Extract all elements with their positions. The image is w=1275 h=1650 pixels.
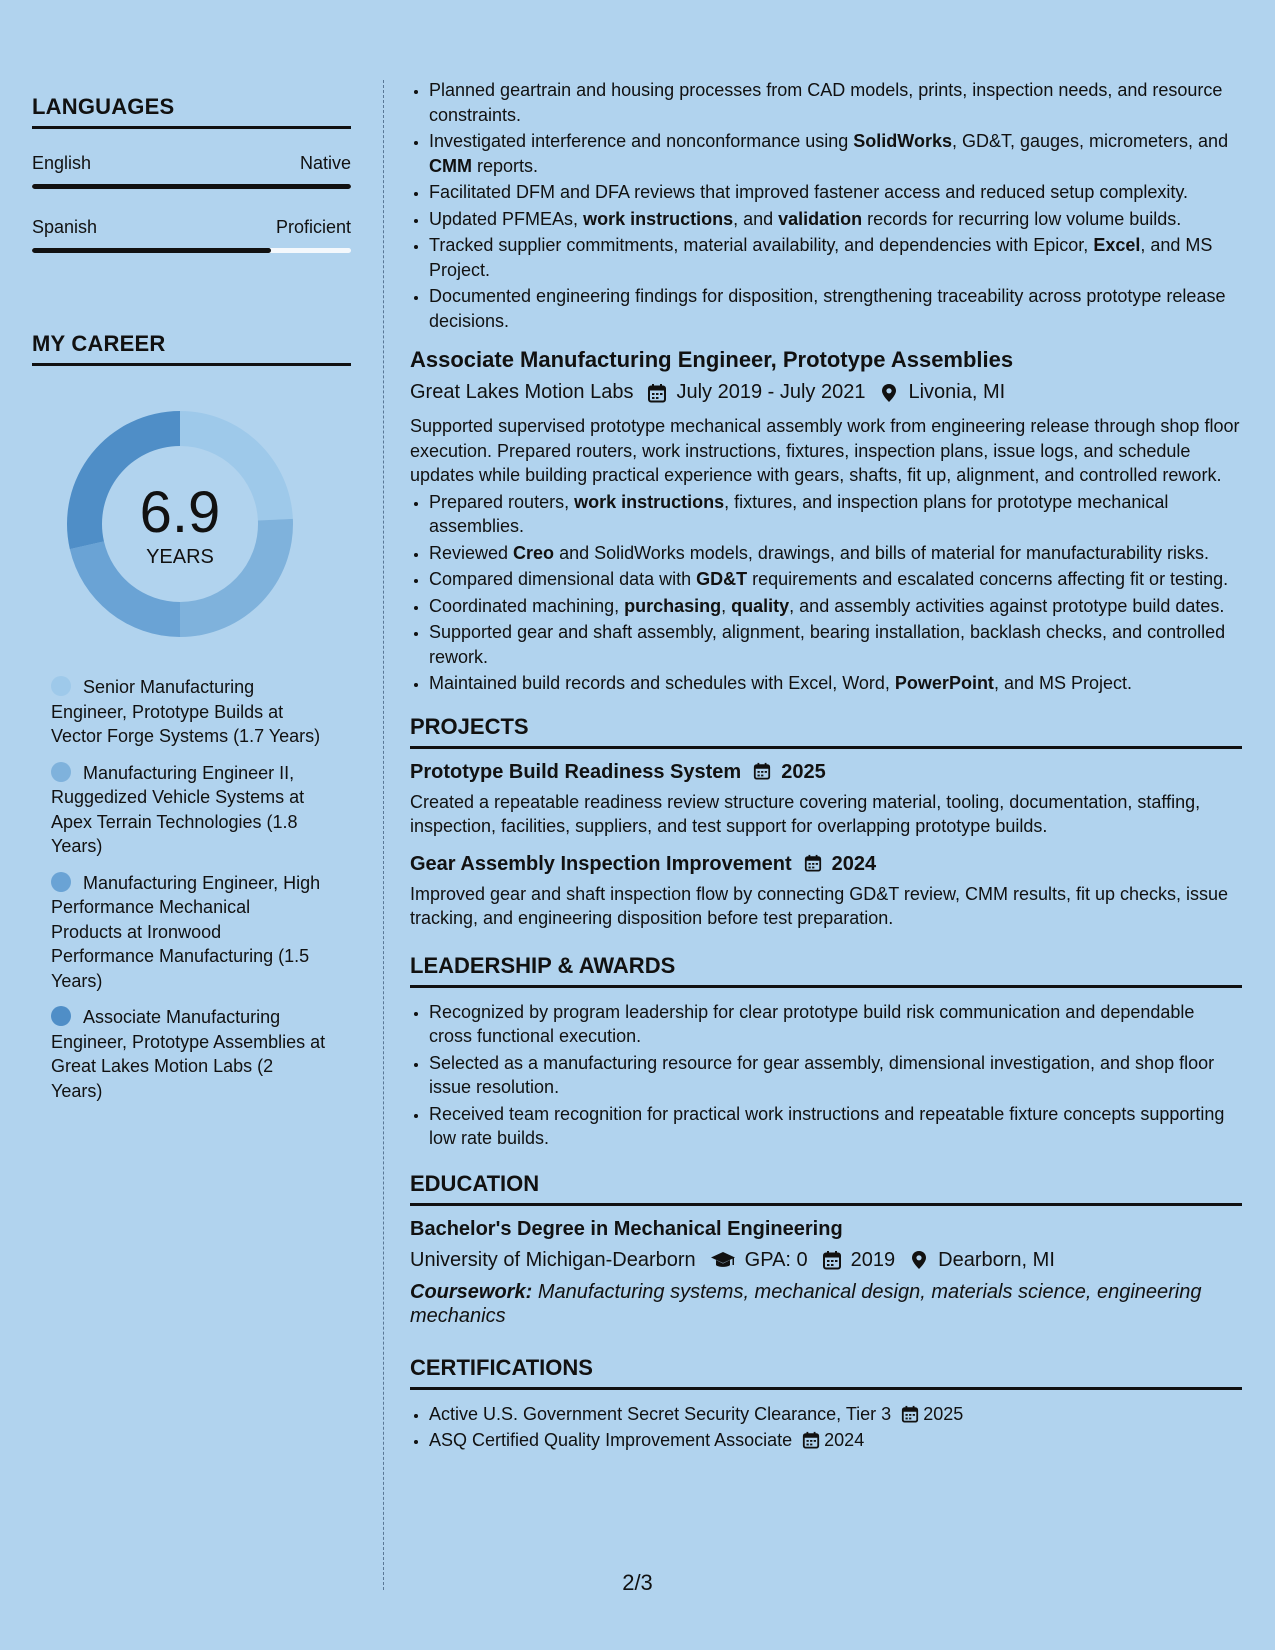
right-column <box>410 78 1242 1455</box>
language-row <box>32 153 351 174</box>
career-legend-label: Manufacturing Engineer, High Performance Mechanical Products at Ironwood Performance Manufacturing (1.5 Years) <box>51 872 321 991</box>
career-legend-label: Associate Manufacturing Engineer, Prototype Assemblies at Great Lakes Motion Labs (2 Years) <box>51 1007 326 1101</box>
projects-heading: PROJECTS <box>410 714 1242 749</box>
job-dates: July 2019 - July 2021 <box>676 381 866 403</box>
bullet-text: , GD&T, gauges, micrometers, and <box>951 131 1229 151</box>
languages-list <box>32 153 351 253</box>
coursework-text: Manufacturing systems, mechanical design, materials science, engineering mechanics <box>410 1280 1202 1327</box>
languages-heading: LANGUAGES <box>32 94 351 129</box>
bold-keyword: SolidWorks <box>853 131 952 151</box>
bold-keyword: CMM <box>429 155 472 176</box>
total-years-label: YEARS <box>146 545 214 568</box>
calendar-icon <box>901 1405 919 1423</box>
total-years-value: 6.9 <box>139 479 221 545</box>
job-meta <box>410 381 1242 404</box>
bullet-text: , and MS Project. <box>429 235 1213 280</box>
job-summary: Supported supervised prototype mechanical assembly work from engineering release through shop floor execution. Prepared routers, work instructions, fixtures, inspection plans, issue logs, and schedule updates while building practical experience with gears, shafts, fit up, alignment, and controlled rework. <box>410 416 1240 485</box>
project-year: 2025 <box>781 760 826 783</box>
calendar-icon <box>647 383 667 403</box>
language-name: Spanish <box>32 217 98 237</box>
gpa: GPA: 0 <box>744 1248 808 1271</box>
project-year: 2024 <box>831 852 877 875</box>
bullet-text: Tracked supplier commitments, material availability, and dependencies with Epicor, <box>429 235 1094 255</box>
award-item: • Recognized by program leadership for clear prototype build risk communication and dependable cross functional execution. <box>429 1000 1242 1049</box>
language-level: Proficient <box>275 217 351 237</box>
language-item <box>32 153 351 189</box>
legend-dot <box>51 872 71 892</box>
education-heading: EDUCATION <box>410 1171 1242 1206</box>
bullet-text: Supported gear and shaft assembly, alignment, bearing installation, backlash checks, and controlled rework. <box>429 622 1226 667</box>
career-legend-item <box>51 675 326 749</box>
career-legend-item <box>51 871 326 994</box>
project-item <box>410 761 1242 839</box>
certification-name: Active U.S. Government Secret Security Clearance, Tier 3 <box>429 1403 892 1424</box>
career-heading: MY CAREER <box>32 331 351 366</box>
bullet-text: , <box>721 595 732 616</box>
bullet-text: , and assembly activities against prototype build dates. <box>789 595 1225 616</box>
bullet-text: reports. <box>472 155 539 176</box>
job-bullet <box>429 671 1242 696</box>
language-proficiency-fill <box>32 184 351 189</box>
calendar-icon <box>802 1431 820 1449</box>
bullet-text: Investigated interference and nonconformance using <box>429 131 854 151</box>
bold-keyword: PowerPoint <box>894 673 994 693</box>
job-bullet <box>429 594 1242 619</box>
career-legend-label: Senior Manufacturing Engineer, Prototype Builds at Vector Forge Systems (1.7 Years) <box>51 677 321 746</box>
project-title-row <box>410 853 1242 876</box>
bullet-text: Compared dimensional data with <box>429 569 697 589</box>
language-level: Native <box>299 153 351 173</box>
bullet-text: Facilitated DFM and DFA reviews that improved fastener access and reduced setup complexity. <box>429 182 1189 202</box>
career-legend-item <box>51 761 326 859</box>
certification-name: ASQ Certified Quality Improvement Associate <box>429 1430 793 1450</box>
calendar-icon <box>753 762 773 782</box>
bullet-text: , fixtures, and inspection plans for prototype mechanical assemblies. <box>429 491 1169 536</box>
bullet-text: Maintained build records and schedules with Excel, Word, <box>429 673 895 693</box>
school-name: University of Michigan-Dearborn <box>410 1248 696 1271</box>
career-section <box>32 331 351 1103</box>
career-legend-item <box>51 1005 326 1103</box>
page-number: 2/3 <box>622 1570 653 1595</box>
career-legend-label: Manufacturing Engineer II, Ruggedized Vehicle Systems at Apex Terrain Technologies (1.8 Years) <box>51 762 305 856</box>
previous-job-bullet <box>429 207 1242 232</box>
coursework <box>410 1280 1242 1329</box>
legend-dot <box>51 1006 71 1026</box>
certifications-heading: CERTIFICATIONS <box>410 1355 1242 1390</box>
project-title-row <box>410 761 1242 784</box>
legend-dot <box>51 762 71 782</box>
job-title: Associate Manufacturing Engineer, Prototype Assemblies <box>410 347 1014 372</box>
column-divider <box>383 80 384 1590</box>
awards-heading: LEADERSHIP & AWARDS <box>410 953 1242 988</box>
project-description: Improved gear and shaft inspection flow by connecting GD&T review, CMM results, fit up checks, issue tracking, and engineering disposition before test preparation. <box>410 883 1229 928</box>
education-meta <box>410 1249 1242 1272</box>
previous-job-bullet <box>429 180 1242 205</box>
job-bullet <box>429 541 1242 566</box>
bullet-text: Prepared routers, <box>429 491 575 512</box>
job-bullet <box>429 567 1242 592</box>
graduation-year: 2019 <box>850 1248 896 1271</box>
awards-list <box>410 1000 1242 1151</box>
education-section <box>410 1171 1242 1329</box>
bold-keyword: GD&T <box>696 569 748 589</box>
project-description: Created a repeatable readiness review structure covering material, tooling, documentation, staffing, inspection, facilities, suppliers, and test support for overlapping prototype builds. <box>410 791 1201 836</box>
previous-job-bullet <box>429 284 1242 333</box>
certification-year: 2025 <box>923 1403 964 1424</box>
career-legend <box>51 675 326 1103</box>
certifications-list <box>410 1402 1242 1453</box>
left-column <box>32 94 351 1115</box>
bullet-text: , and MS Project. <box>993 673 1132 693</box>
calendar-icon <box>804 854 824 874</box>
projects-section <box>410 714 1242 931</box>
certifications-section <box>410 1355 1242 1453</box>
location-pin-icon <box>909 1250 929 1270</box>
bold-keyword: Creo <box>513 542 555 563</box>
bold-keyword: purchasing <box>624 595 722 616</box>
language-name: English <box>32 153 92 173</box>
language-row <box>32 217 351 238</box>
bullet-text: Planned geartrain and housing processes from CAD models, prints, inspection needs, and resource constraints. <box>429 80 1223 125</box>
legend-dot <box>51 676 71 696</box>
bold-keyword: work instructions <box>583 208 734 229</box>
certification-year: 2024 <box>824 1430 865 1450</box>
coursework-label: Coursework: <box>410 1280 533 1303</box>
bullet-text: , and <box>733 208 779 229</box>
degree-title: Bachelor's Degree in Mechanical Engineering <box>410 1217 843 1240</box>
education-location: Dearborn, MI <box>938 1248 1055 1271</box>
languages-section <box>32 94 351 253</box>
donut-center <box>65 409 295 639</box>
bullet-text: requirements and escalated concerns affecting fit or testing. <box>747 569 1229 589</box>
previous-job-bullet <box>429 129 1242 178</box>
previous-job-bullet <box>429 78 1242 127</box>
bullet-text: Coordinated machining, <box>429 595 625 616</box>
job-bullet <box>429 490 1242 539</box>
certification-item <box>429 1428 1242 1453</box>
award-item: • Received team recognition for practical work instructions and repeatable fixture concepts supporting low rate builds. <box>429 1102 1242 1151</box>
job-bullet <box>429 620 1242 669</box>
previous-job-bullets <box>410 78 1242 333</box>
job-location: Livonia, MI <box>908 381 1006 403</box>
job-company: Great Lakes Motion Labs <box>410 381 634 403</box>
bullet-text: Updated PFMEAs, <box>429 208 584 229</box>
job-bullets <box>410 490 1242 696</box>
graduation-cap-icon <box>710 1250 736 1270</box>
language-item <box>32 217 351 253</box>
language-proficiency-fill <box>32 248 271 253</box>
project-title: Gear Assembly Inspection Improvement <box>410 852 792 875</box>
project-item <box>410 853 1242 931</box>
project-title: Prototype Build Readiness System <box>410 760 742 783</box>
bullet-text: Documented engineering findings for disposition, strengthening traceability across prototype release decisions. <box>429 286 1226 331</box>
calendar-icon <box>822 1250 842 1270</box>
bold-keyword: quality <box>731 595 790 616</box>
certification-item <box>429 1402 1242 1427</box>
awards-section <box>410 953 1242 1151</box>
bullet-text: and SolidWorks models, drawings, and bills of material for manufacturability risks. <box>554 542 1209 563</box>
bold-keyword: Excel <box>1093 235 1141 255</box>
language-proficiency-bar <box>32 184 351 189</box>
bold-keyword: validation <box>778 208 863 229</box>
bullet-text: Reviewed <box>429 542 514 563</box>
language-proficiency-bar <box>32 248 351 253</box>
projects-list <box>410 761 1242 931</box>
career-donut-chart <box>65 409 295 639</box>
bullet-text: records for recurring low volume builds. <box>862 208 1182 229</box>
job-entry <box>410 347 1242 696</box>
award-item: • Selected as a manufacturing resource for gear assembly, dimensional investigation, and shop floor issue resolution. <box>429 1051 1242 1100</box>
bold-keyword: work instructions <box>574 491 725 512</box>
previous-job-bullet <box>429 233 1242 282</box>
location-pin-icon <box>879 383 899 403</box>
